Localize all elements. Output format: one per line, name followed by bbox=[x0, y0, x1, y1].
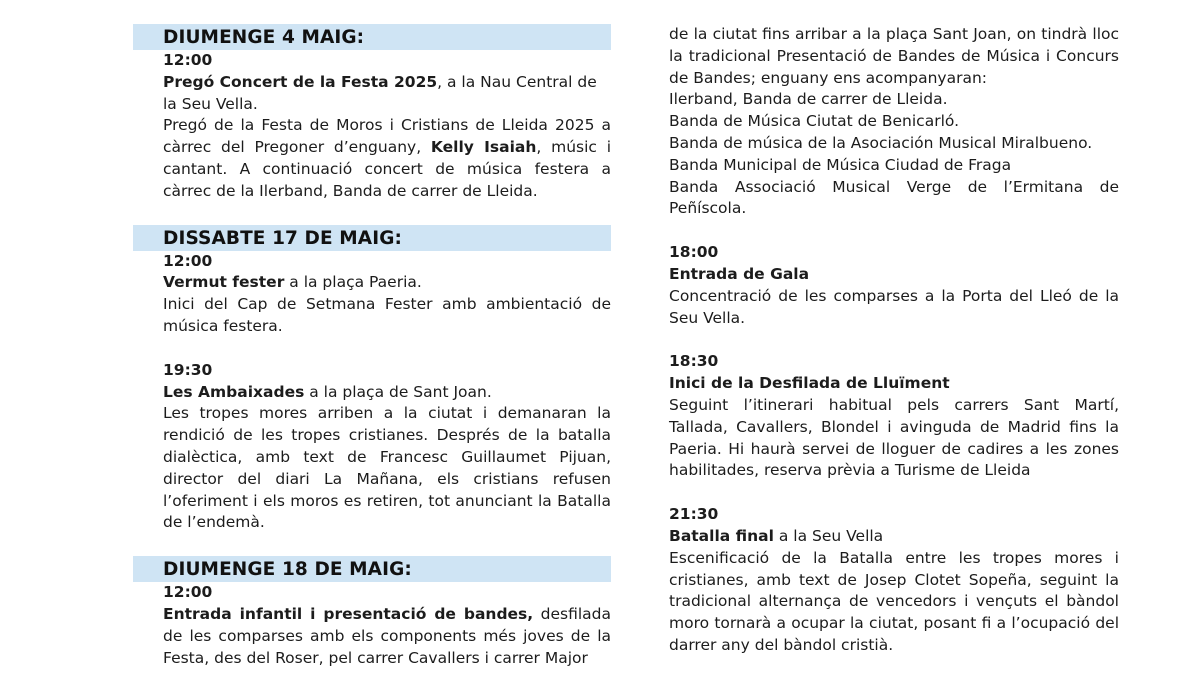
event bbox=[669, 504, 1119, 657]
event-time: 12:00 bbox=[163, 583, 213, 602]
band-item: Banda Municipal de Música Ciudad de Fraga bbox=[669, 155, 1012, 174]
event-title-bold: Vermut fester bbox=[163, 273, 285, 292]
left-column bbox=[133, 0, 611, 669]
event-description-text: , músic i cantant. A continuació concert de música festera a càrrec de la Ilerband, Banda de carrer de Lleida. bbox=[163, 138, 611, 200]
right-column bbox=[669, 24, 1119, 657]
event-title-bold: Batalla final bbox=[669, 526, 774, 545]
day-heading: DISSABTE 17 DE MAIG: bbox=[133, 225, 611, 251]
event-title bbox=[669, 264, 1119, 286]
event-time: 19:30 bbox=[163, 360, 213, 379]
event-time: 18:00 bbox=[669, 243, 719, 262]
day-heading: DIUMENGE 18 DE MAIG: bbox=[133, 556, 611, 582]
event-description: Escenificació de la Batalla entre les tropes mores i cristianes, amb text de Josep Clotet Sopeña, seguint la tradicional alternança de vencedors i vençuts el bàndol moro tornarà a ocupar la ciutat, posant fi a l’ocupació del darrer any del bàndol cristià. bbox=[669, 548, 1119, 654]
day-section bbox=[133, 24, 611, 203]
event-title-rest: desfilada de les comparses amb els components més joves de la Festa, des del Roser, pel carrer Cavallers i carrer Major bbox=[163, 604, 611, 667]
event-description: Inici del Cap de Setmana Fester amb ambientació de música festera. bbox=[163, 295, 611, 335]
event-time: 21:30 bbox=[669, 505, 719, 524]
event-title-rest: , a la Nau Central de la Seu Vella. bbox=[163, 72, 597, 113]
event-description-text: Pregó de la Festa de Moros i Cristians de Lleida 2025 a càrrec del Pregoner d’enguany, bbox=[163, 116, 611, 157]
event-description: Concentració de les comparses a la Porta del Lleó de la Seu Vella. bbox=[669, 286, 1119, 327]
band-item: Ilerband, Banda de carrer de Lleida. bbox=[669, 90, 948, 109]
day-section bbox=[133, 225, 611, 535]
event-title-rest: a la plaça de Sant Joan. bbox=[304, 382, 492, 401]
event bbox=[669, 242, 1119, 329]
band-item: Banda Associació Musical Verge de l’Ermitana de Peñíscola. bbox=[669, 177, 1119, 218]
event-title bbox=[163, 72, 611, 116]
event bbox=[133, 50, 611, 203]
event-title-bold: Entrada de Gala bbox=[669, 264, 810, 283]
continuation-text: de la ciutat fins arribar a la plaça Sant Joan, on tindrà lloc la tradicional Presentació de Bandes de Música i Concurs de Bandes; enguany ens acompanyaran: bbox=[669, 25, 1119, 87]
event-title-rest: a la plaça Paeria. bbox=[284, 273, 422, 292]
day-section bbox=[133, 556, 611, 669]
band-item: Banda de Música Ciutat de Benicarló. bbox=[669, 112, 960, 131]
event-description-bold: Kelly Isaiah bbox=[430, 138, 537, 157]
event-title-bold: Inici de la Desfilada de Lluïment bbox=[669, 374, 950, 393]
day-heading: DIUMENGE 4 MAIG: bbox=[133, 24, 611, 50]
event-time: 12:00 bbox=[163, 251, 213, 270]
event-description: Seguint l’itinerari habitual pels carrers Sant Martí, Tallada, Cavallers, Blondel i avinguda de Madrid fins la Paeria. Hi haurà servei de lloguer de cadires a les zones habilitades, reserva prèvia a Turisme de Lleida bbox=[669, 395, 1119, 480]
event-title bbox=[163, 272, 611, 294]
event bbox=[133, 251, 611, 338]
band-item: Banda de música de la Asociación Musical Miralbueno. bbox=[669, 133, 1093, 152]
event-title-rest: a la Seu Vella bbox=[773, 526, 884, 545]
event-title bbox=[163, 382, 611, 404]
event-title bbox=[669, 526, 1119, 548]
event-description bbox=[163, 115, 611, 202]
event-title-bold: Pregó Concert de la Festa 2025 bbox=[163, 72, 438, 91]
event bbox=[133, 582, 611, 669]
event-title-bold: Les Ambaixades bbox=[163, 382, 305, 401]
event-description: Les tropes mores arriben a la ciutat i demanaran la rendició de les tropes cristianes. Després de la batalla dialèctica, amb text de Francesc Guillaumet Pijuan, director del diari La Mañana, els cristians refusen l’oferiment i els moros es retiren, tot anunciant la Batalla de l’endemà. bbox=[163, 404, 611, 532]
event-title bbox=[163, 604, 611, 669]
event-continuation bbox=[669, 24, 1119, 220]
event-title-bold: Entrada infantil i presentació de bandes, bbox=[163, 604, 534, 623]
event bbox=[133, 360, 611, 534]
event-time: 12:00 bbox=[163, 51, 213, 69]
event-title bbox=[669, 373, 1119, 395]
event-time: 18:30 bbox=[669, 352, 719, 371]
event bbox=[669, 351, 1119, 482]
